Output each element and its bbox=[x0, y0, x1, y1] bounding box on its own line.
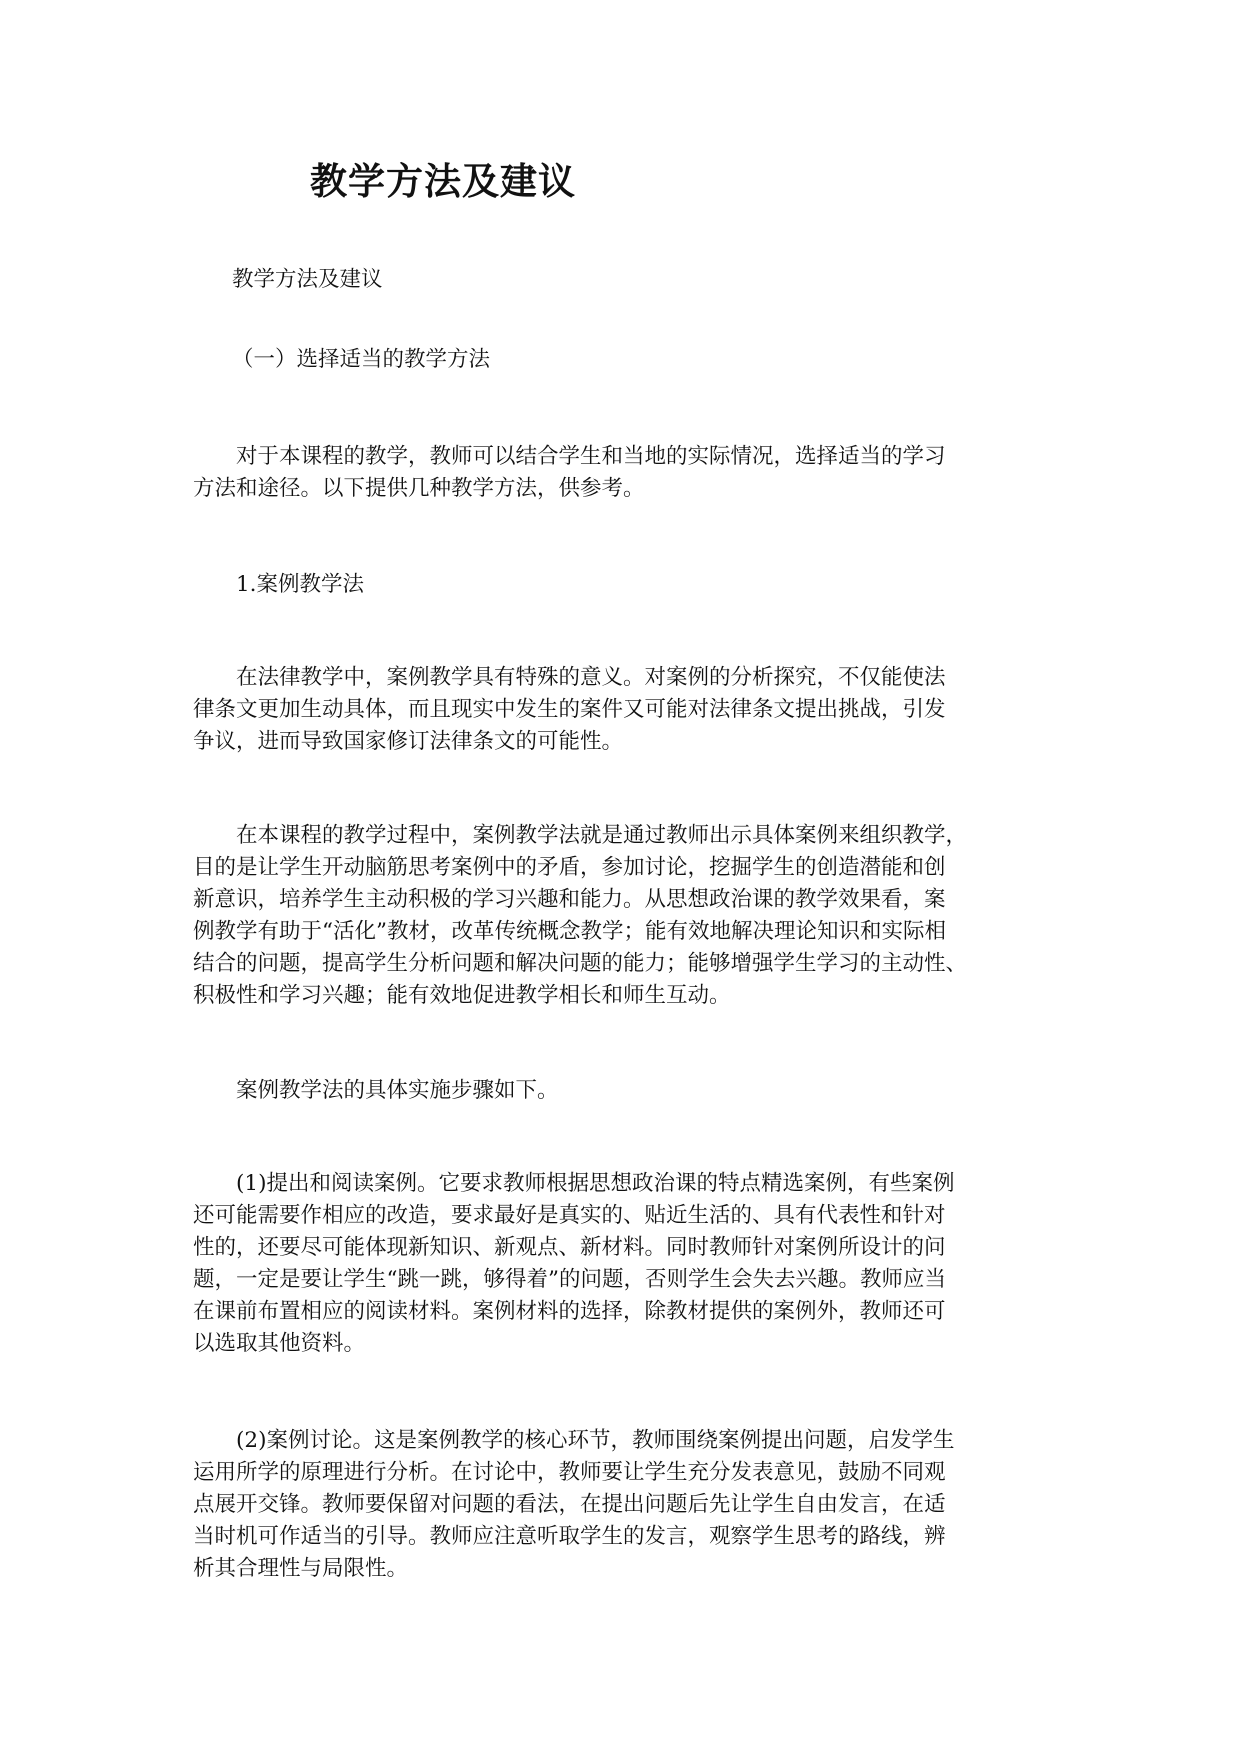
paragraph-line: 例教学有助于“活化”教材，改革传统概念教学；能有效地解决理论知识和实际相 bbox=[193, 919, 946, 944]
paragraph-line: 新意识，培养学生主动积极的学习兴趣和能力。从思想政治课的教学效果看，案 bbox=[193, 887, 946, 912]
paragraph-line: 析其合理性与局限性。 bbox=[193, 1556, 409, 1581]
paragraph-line: 对于本课程的教学，教师可以结合学生和当地的实际情况，选择适当的学习 bbox=[193, 444, 946, 469]
paragraph-line: 当时机可作适当的引导。教师应注意听取学生的发言，观察学生思考的路线，辨 bbox=[193, 1524, 946, 1549]
paragraph-line: 性的，还要尽可能体现新知识、新观点、新材料。同时教师针对案例所设计的问 bbox=[193, 1235, 946, 1260]
paragraph-line: (1)提出和阅读案例。它要求教师根据思想政治课的特点精选案例，有些案例 bbox=[193, 1171, 955, 1196]
document-title: 教学方法及建议 bbox=[310, 160, 576, 203]
paragraph-line: 1.案例教学法 bbox=[193, 572, 365, 597]
paragraph-line: 积极性和学习兴趣；能有效地促进教学相长和师生互动。 bbox=[193, 983, 731, 1008]
paragraph-step-1 bbox=[193, 1168, 1053, 1360]
paragraph-line: 目的是让学生开动脑筋思考案例中的矛盾，参加讨论，挖掘学生的创造潜能和创 bbox=[193, 855, 946, 880]
paragraph-line: 运用所学的原理进行分析。在讨论中，教师要让学生充分发表意见，鼓励不同观 bbox=[193, 1460, 946, 1485]
paragraph-line: 方法和途径。以下提供几种教学方法，供参考。 bbox=[193, 476, 645, 501]
paragraph-line: 争议，进而导致国家修订法律条文的可能性。 bbox=[193, 729, 624, 754]
section-heading: （一）选择适当的教学方法 bbox=[232, 347, 491, 372]
paragraph-line: 点展开交锋。教师要保留对问题的看法，在提出问题后先让学生自由发言，在适 bbox=[193, 1492, 946, 1517]
paragraph-law-teaching bbox=[193, 662, 1053, 758]
paragraph-line: (2)案例讨论。这是案例教学的核心环节，教师围绕案例提出问题，启发学生 bbox=[193, 1428, 955, 1453]
paragraph-intro bbox=[193, 441, 1053, 505]
paragraph-line: 题，一定是要让学生“跳一跳，够得着”的问题，否则学生会失去兴趣。教师应当 bbox=[193, 1267, 946, 1292]
paragraph-steps-intro bbox=[193, 1075, 1053, 1107]
paragraph-line: 以选取其他资料。 bbox=[193, 1331, 366, 1356]
document-subtitle: 教学方法及建议 bbox=[232, 267, 383, 292]
paragraph-line: 案例教学法的具体实施步骤如下。 bbox=[193, 1078, 559, 1103]
paragraph-case-method-purpose bbox=[193, 820, 1053, 1012]
paragraph-step-2 bbox=[193, 1425, 1053, 1585]
paragraph-line: 在课前布置相应的阅读材料。案例材料的选择，除教材提供的案例外，教师还可 bbox=[193, 1299, 946, 1324]
paragraph-line: 律条文更加生动具体，而且现实中发生的案件又可能对法律条文提出挑战，引发 bbox=[193, 697, 946, 722]
paragraph-line: 结合的问题，提高学生分析问题和解决问题的能力；能够增强学生学习的主动性、 bbox=[193, 951, 968, 976]
method-heading-case-teaching bbox=[193, 569, 1053, 601]
paragraph-line: 还可能需要作相应的改造，要求最好是真实的、贴近生活的、具有代表性和针对 bbox=[193, 1203, 946, 1228]
paragraph-line: 在本课程的教学过程中，案例教学法就是通过教师出示具体案例来组织教学， bbox=[193, 823, 968, 848]
paragraph-line: 在法律教学中，案例教学具有特殊的意义。对案例的分析探究，不仅能使法 bbox=[193, 665, 946, 690]
